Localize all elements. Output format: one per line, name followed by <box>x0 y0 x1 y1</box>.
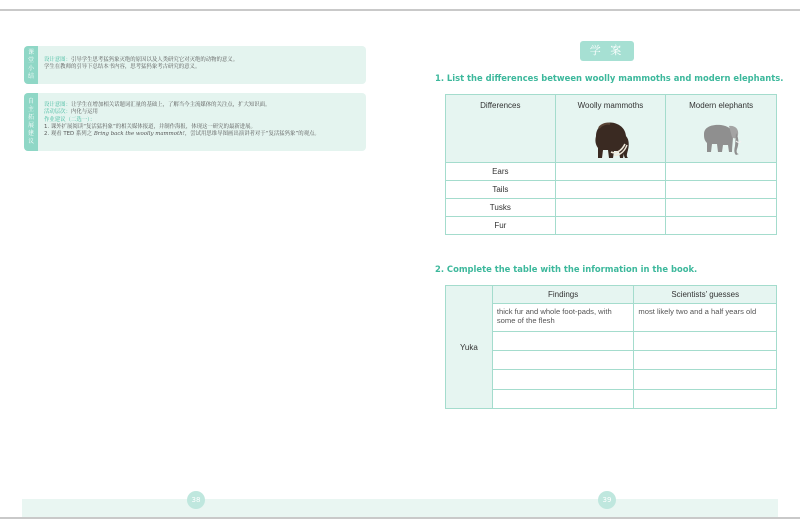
question-1-title: 1. List the differences between woolly mammoths and modern elephants. <box>435 73 784 83</box>
table-row <box>446 370 777 390</box>
class-summary-tab: 课 堂 小 结 <box>24 46 38 84</box>
table-row <box>446 181 777 199</box>
findings-cell[interactable] <box>492 332 634 351</box>
table-header-row <box>446 286 777 304</box>
header-modern-elephants: Modern elephants <box>666 95 777 163</box>
findings-table <box>445 285 777 409</box>
top-rule <box>0 9 800 11</box>
guesses-cell[interactable] <box>634 390 777 409</box>
answer-cell[interactable] <box>555 163 666 181</box>
row-label-tails: Tails <box>446 181 556 199</box>
table-row <box>446 351 777 370</box>
answer-cell[interactable] <box>555 181 666 199</box>
class-summary-text: 设计意图：引导学生思考猛犸象灭绝的原因以及人类研究它对灭绝的动物的意义。 学生在教师的引导下总结本书内容，思考猛犸象考古研究的意义。 <box>44 57 239 71</box>
bottom-rule <box>0 517 800 519</box>
table-row <box>446 332 777 351</box>
findings-cell[interactable] <box>492 370 634 390</box>
table-row <box>446 390 777 409</box>
table-row <box>446 163 777 181</box>
guesses-cell[interactable] <box>634 370 777 390</box>
answer-cell[interactable] <box>666 181 777 199</box>
extension-suggestion-box <box>24 93 366 151</box>
table-header-row <box>446 95 777 163</box>
question-2-title: 2. Complete the table with the information in the book. <box>435 264 698 274</box>
answer-cell[interactable] <box>666 199 777 217</box>
page-number-left: 38 <box>187 491 205 509</box>
guesses-cell[interactable] <box>634 351 777 370</box>
findings-cell[interactable] <box>492 351 634 370</box>
table-row <box>446 217 777 235</box>
elephant-icon <box>699 120 743 156</box>
header-findings: Findings <box>492 286 634 304</box>
worksheet-badge: 学 案 <box>580 41 634 61</box>
row-label-yuka: Yuka <box>446 286 493 409</box>
class-summary-box <box>24 46 366 84</box>
header-woolly-mammoths: Woolly mammoths <box>555 95 666 163</box>
answer-cell[interactable] <box>555 199 666 217</box>
mammoth-icon <box>587 118 633 162</box>
table-row <box>446 304 777 332</box>
footer-band <box>22 499 778 517</box>
page-number-right: 39 <box>598 491 616 509</box>
header-differences: Differences <box>446 95 556 163</box>
row-label-ears: Ears <box>446 163 556 181</box>
row-label-tusks: Tusks <box>446 199 556 217</box>
row-label-fur: Fur <box>446 217 556 235</box>
answer-cell[interactable] <box>555 217 666 235</box>
answer-cell[interactable] <box>666 163 777 181</box>
findings-cell[interactable] <box>492 390 634 409</box>
extension-suggestion-tab: 自 主 拓 展 建 议 <box>24 93 38 151</box>
findings-cell: thick fur and whole foot-pads, with some of the flesh <box>492 304 634 332</box>
header-scientists-guesses: Scientists’ guesses <box>634 286 777 304</box>
answer-cell[interactable] <box>666 217 777 235</box>
guesses-cell[interactable] <box>634 332 777 351</box>
guesses-cell: most likely two and a half years old <box>634 304 777 332</box>
differences-table <box>445 94 777 235</box>
table-row <box>446 199 777 217</box>
extension-suggestion-text: 设计意图：让学生在增加相关话题词汇量的基础上，了解当今主流媒体的关注点，扩大知识面。 活动层次：内化与运用 作业建议（二选一）： 1. 课外扩展阅读“复活猛犸象”的相关媒体报道，并制作海报，体现这一研究的最新进展。 2. 观看 TED 系列之 Bring back the woolly mammoth!，尝试用思维导图画出演讲者对于“复活猛犸象”的观点。 <box>44 102 320 138</box>
